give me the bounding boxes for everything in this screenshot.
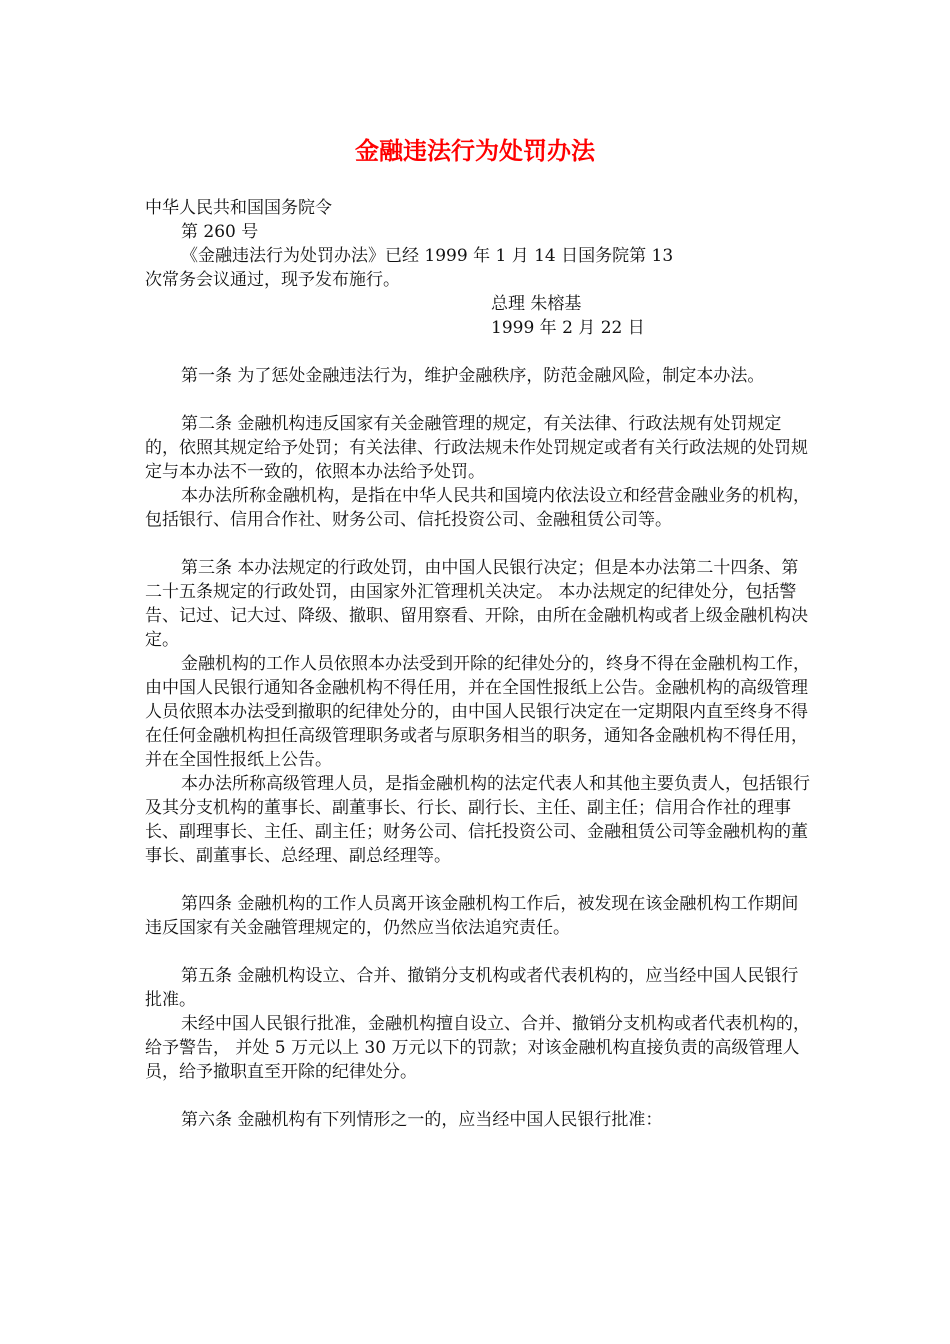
article-6: 第六条 金融机构有下列情形之一的，应当经中国人民银行批准： [181,1110,663,1130]
article-2: 第二条 金融机构违反国家有关金融管理的规定，有关法律、行政法规有处罚规定的，依照其规定给予处罚；有关法律、行政法规未作处罚规定或者有关行政法规的处罚规定与本办法不一致的，依照本办法给予处罚。 [145,414,808,482]
article-5-penalty: 未经中国人民银行批准，金融机构擅自设立、合并、撤销分支机构或者代表机构的，给予警告， 并处 5 万元以上 30 万元以下的罚款；对该金融机构直接负责的高级管理人员，给予撤职直至开除的纪律处分。 [145,1014,810,1082]
spacer [145,532,815,556]
article-3-definition: 本办法所称高级管理人员，是指金融机构的法定代表人和其他主要负责人，包括银行及其分支机构的董事长、副董事长、行长、副行长、主任、副主任；信用合作社的理事长、副理事长、主任、副主任；财务公司、信托投资公司、金融租赁公司等金融机构的董事长、副董事长、总经理、副总经理等。 [145,774,810,866]
article-1: 第一条 为了惩处金融违法行为，维护金融秩序，防范金融风险，制定本办法。 [181,366,765,386]
spacer [145,1084,815,1108]
spacer [145,940,815,964]
spacer [145,340,815,364]
article-4: 第四条 金融机构的工作人员离开该金融机构工作后，被发现在该金融机构工作期间违反国家有关金融管理规定的，仍然应当依法追究责任。 [145,894,799,938]
promulgation-text: 《金融违法行为处罚办法》已经 1999 年 1 月 14 日国务院第 13 次常务会议通过，现予发布施行。 [145,246,674,290]
document-title: 金融违法行为处罚办法 [355,137,595,165]
article-2-definition: 本办法所称金融机构，是指在中华人民共和国境内依法设立和经营金融业务的机构，包括银行、信用合作社、财务公司、信托投资公司、金融租赁公司等。 [145,486,810,530]
signer: 总理 朱榕基 [491,294,582,314]
spacer [145,868,815,892]
spacer [145,388,815,412]
signed-date: 1999 年 2 月 22 日 [491,318,645,338]
document-body [145,196,815,1132]
order-number: 第 260 号 [181,222,259,242]
article-3-dismissal: 金融机构的工作人员依照本办法受到开除的纪律处分的，终身不得在金融机构工作，由中国人民银行通知各金融机构不得任用，并在全国性报纸上公告。金融机构的高级管理人员依照本办法受到撤职的纪律处分的，由中国人民银行决定在一定期限内直至终身不得在任何金融机构担任高级管理职务或者与原职务相当的职务，通知各金融机构不得任用，并在全国性报纸上公告。 [145,654,810,770]
article-5: 第五条 金融机构设立、合并、撤销分支机构或者代表机构的，应当经中国人民银行批准。 [145,966,799,1010]
order-issuer: 中华人民共和国国务院令 [145,198,332,218]
article-3: 第三条 本办法规定的行政处罚，由中国人民银行决定；但是本办法第二十四条、第二十五条规定的行政处罚，由国家外汇管理机关决定。 本办法规定的纪律处分，包括警告、记过、记大过、降级、撤职、留用察看、开除，由所在金融机构或者上级金融机构决定。 [145,558,808,650]
